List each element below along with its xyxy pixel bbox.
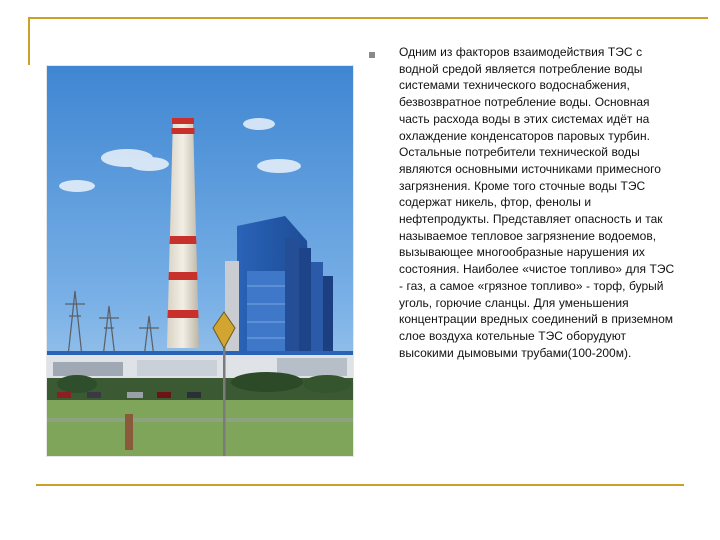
left-rule: [28, 17, 30, 65]
square-bullet-icon: [369, 52, 375, 58]
lower-buildings: [47, 351, 353, 380]
bottom-rule: [36, 484, 684, 486]
grass: [47, 400, 353, 456]
body-paragraph: Одним из факторов взаимодействия ТЭС с водной средой является потребление воды системами технического водоснабжения, безвозвратное потребление воды. Основная часть расхода воды в этих системах идёт на охлаждение конденсаторов паровых турбин. Остальные потребители технической воды являются основными источниками примесного загрязнения. Кроме того сточные воды ТЭС содержат никель, фтор, фенолы и нефтепродукты. Представляет опасность и так называемое тепловое загрязнение водоемов, вызывающее многообразные нарушения их состояния. Наиболее «чистое топливо» для ТЭС - газ, а самое «грязное топливо» - торф, бурый уголь, горючие сланцы. Для уменьшения концентрации вредных соединений в приземном слое воздуха котельные ТЭС оборудуют высокими дымовыми трубами(100-200м).: [399, 45, 675, 360]
top-rule: [28, 17, 708, 19]
power-plant-illustration: [47, 66, 353, 456]
power-plant-photo: [47, 66, 353, 456]
post: [125, 414, 133, 450]
